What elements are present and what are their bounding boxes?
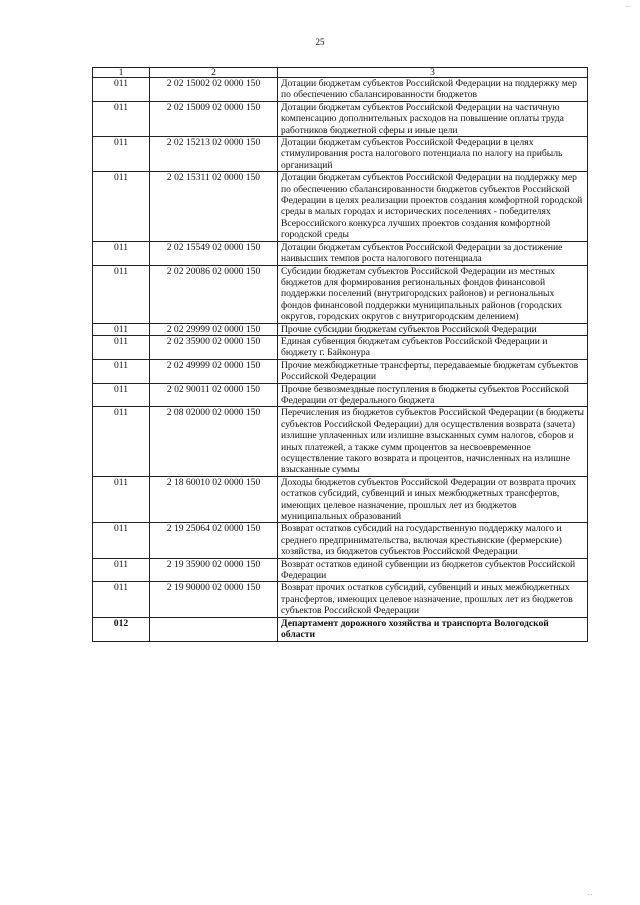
description-cell: Прочие межбюджетные трансферты, передаваемые бюджетам субъектов Российской Федерации — [278, 359, 588, 383]
admin-code-cell: 011 — [93, 241, 150, 265]
description-cell: Перечисления из бюджетов субъектов Российской Федерации (в бюджеты субъектов Российской Федерации) для осуществления возврата (зачета) излишне уплаченных или излишне взысканных сумм налогов, сборов и иных платежей, а также сумм процентов за несвоевременное осуществление такого возврата и процентов, начисленных на излишне взысканные суммы — [278, 407, 588, 476]
table-row — [93, 241, 588, 265]
column-header-3: 3 — [278, 68, 588, 78]
admin-code-cell: 011 — [93, 172, 150, 241]
department-budget-code-cell — [150, 617, 278, 641]
budget-code-cell: 2 02 15213 02 0000 150 — [150, 137, 278, 172]
page-number: 25 — [315, 37, 325, 47]
admin-code-cell: 011 — [93, 359, 150, 383]
budget-code-cell: 2 02 15009 02 0000 150 — [150, 101, 278, 136]
admin-code-cell: 011 — [93, 523, 150, 558]
department-code-cell: 012 — [93, 617, 150, 641]
table-row — [93, 476, 588, 523]
description-cell: Возврат прочих остатков субсидий, субвенций и иных межбюджетных трансфертов, имеющих целевое назначение, прошлых лет из бюджетов субъектов Российской Федерации — [278, 582, 588, 617]
table-row — [93, 137, 588, 172]
department-name-cell: Департамент дорожного хозяйства и транспорта Вологодской области — [278, 617, 588, 641]
admin-code-cell: 011 — [93, 323, 150, 335]
budget-code-cell: 2 02 15549 02 0000 150 — [150, 241, 278, 265]
description-cell: Дотации бюджетам субъектов Российской Федерации на поддержку мер по обеспечению сбалансированности бюджетов — [278, 78, 588, 102]
table-row — [93, 407, 588, 476]
admin-code-cell: 011 — [93, 582, 150, 617]
budget-code-cell: 2 19 25064 02 0000 150 — [150, 523, 278, 558]
table-row — [93, 383, 588, 407]
budget-code-cell: 2 02 20086 02 0000 150 — [150, 265, 278, 323]
description-cell: Единая субвенция бюджетам субъектов Российской Федерации и бюджету г. Байконура — [278, 335, 588, 359]
budget-code-cell: 2 02 29999 02 0000 150 — [150, 323, 278, 335]
admin-code-cell: 011 — [93, 335, 150, 359]
budget-code-cell: 2 02 15002 02 0000 150 — [150, 78, 278, 102]
budget-code-cell: 2 02 15311 02 0000 150 — [150, 172, 278, 241]
column-header-2: 2 — [150, 68, 278, 78]
table-row — [93, 172, 588, 241]
budget-code-cell: 2 19 90000 02 0000 150 — [150, 582, 278, 617]
table-row — [93, 523, 588, 558]
table-row — [93, 359, 588, 383]
description-cell: Прочие субсидии бюджетам субъектов Российской Федерации — [278, 323, 588, 335]
admin-code-cell: 011 — [93, 78, 150, 102]
table-row — [93, 101, 588, 136]
footer-mark: . . — [587, 891, 592, 897]
table-row — [93, 265, 588, 323]
budget-code-cell: 2 08 02000 02 0000 150 — [150, 407, 278, 476]
description-cell: Субсидии бюджетам субъектов Российской Федерации из местных бюджетов для формирования региональных фондов финансовой поддержки поселений (внутригородских районов) и региональных фондов финансовой поддержки муниципальных районов (городских округов, городских округов с внутригородским делением) — [278, 265, 588, 323]
budget-code-cell: 2 02 35900 02 0000 150 — [150, 335, 278, 359]
admin-code-cell: 011 — [93, 101, 150, 136]
description-cell: Доходы бюджетов субъектов Российской Федерации от возврата прочих остатков субсидий, субвенций и иных межбюджетных трансфертов, имеющих целевое назначение, прошлых лет из бюджетов муниципальных образований — [278, 476, 588, 523]
table-row — [93, 323, 588, 335]
table-row — [93, 335, 588, 359]
corner-mark: ... — [625, 3, 630, 9]
department-row — [93, 617, 588, 641]
admin-code-cell: 011 — [93, 558, 150, 582]
description-cell: Прочие безвозмездные поступления в бюджеты субъектов Российской Федерации от федерального бюджета — [278, 383, 588, 407]
budget-code-cell: 2 19 35900 02 0000 150 — [150, 558, 278, 582]
admin-code-cell: 011 — [93, 265, 150, 323]
admin-code-cell: 011 — [93, 476, 150, 523]
description-cell: Дотации бюджетам субъектов Российской Федерации в целях стимулирования роста налогового потенциала по налогу на прибыль организаций — [278, 137, 588, 172]
budget-codes-table — [92, 67, 588, 642]
budget-code-cell: 2 18 60010 02 0000 150 — [150, 476, 278, 523]
budget-code-cell: 2 02 90011 02 0000 150 — [150, 383, 278, 407]
description-cell: Дотации бюджетам субъектов Российской Федерации на поддержку мер по обеспечению сбалансированности бюджетов субъектов Российской Федерации в целях реализации проектов создания комфортной городской среды в малых городах и исторических поселениях - победителях Всероссийского конкурса лучших проектов создания комфортной городской среды — [278, 172, 588, 241]
admin-code-cell: 011 — [93, 407, 150, 476]
table-row — [93, 558, 588, 582]
description-cell: Дотации бюджетам субъектов Российской Федерации за достижение наивысших темпов роста налогового потенциала — [278, 241, 588, 265]
table-row — [93, 582, 588, 617]
admin-code-cell: 011 — [93, 383, 150, 407]
budget-code-cell: 2 02 49999 02 0000 150 — [150, 359, 278, 383]
admin-code-cell: 011 — [93, 137, 150, 172]
description-cell: Возврат остатков единой субвенции из бюджетов субъектов Российской Федерации — [278, 558, 588, 582]
description-cell: Возврат остатков субсидий на государственную поддержку малого и среднего предпринимательства, включая крестьянские (фермерские) хозяйства, из бюджетов субъектов Российской Федерации — [278, 523, 588, 558]
description-cell: Дотации бюджетам субъектов Российской Федерации на частичную компенсацию дополнительных расходов на повышение оплаты труда работников бюджетной сферы и иные цели — [278, 101, 588, 136]
column-header-1: 1 — [93, 68, 150, 78]
table-header-row — [93, 68, 588, 78]
table-row — [93, 78, 588, 102]
table-body — [93, 78, 588, 642]
